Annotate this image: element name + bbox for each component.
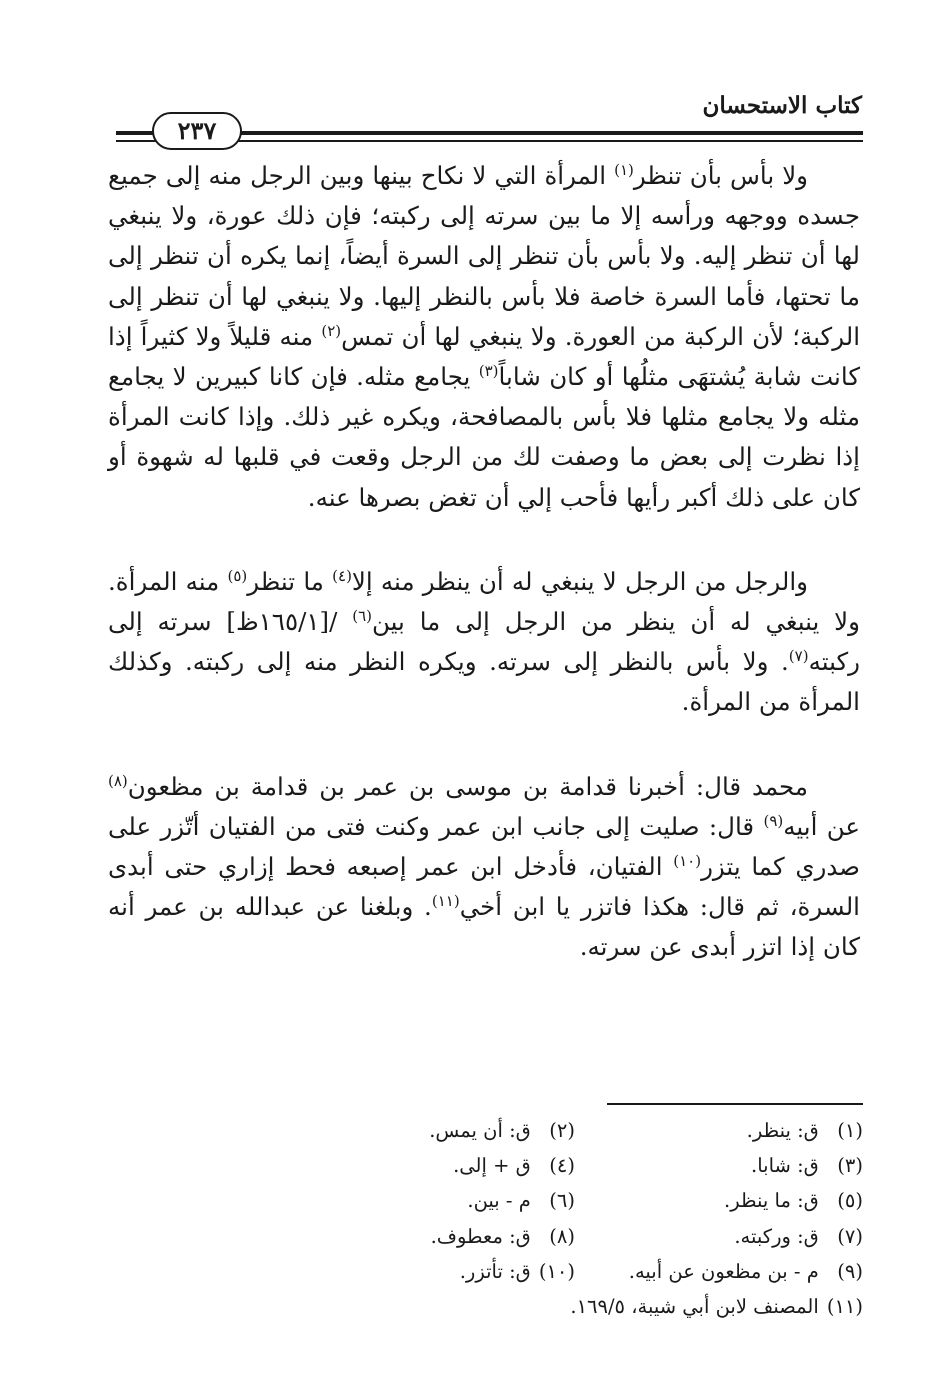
text-run: . وبلغنا عن عبدالله بن عمر أنه كان إذا اتزر أبدى عن سرته. [108, 892, 860, 962]
footnote [303, 1254, 575, 1289]
footnote [575, 1183, 863, 1218]
footnote-number: (١٠) [538, 1259, 575, 1283]
text-run: يجامع مثله. فإن كانا كبيرين لا يجامع مثله ولا يجامع مثلها فلا بأس بالمصافحة، ويكره غير ذلك. وإذا كانت المرأة إذا نظرت إلى بعض ما وصفت لك من الرجل وقعت في قلبها له شهوة أو كان على ذلك أكبر رأيها فأحب إلي أن تغض بصرها عنه. [108, 362, 860, 512]
footnote-marker: (٥) [227, 566, 248, 585]
footnote-text: ق: معطوف. [430, 1224, 531, 1248]
footnotes [303, 1113, 863, 1324]
footnote-text: ق: ينظر. [746, 1119, 819, 1142]
footnote [575, 1113, 863, 1148]
footnote-number: (٧) [837, 1224, 863, 1248]
text-run: المرأة التي لا نكاح بينها وبين الرجل منه إلى جميع جسده ووجهه ورأسه إلا ما بين سرته إلى ركبته؛ فإن ذلك عورة، ولا ينبغي لها أن تنظر إليه. ولا بأس بأن تنظر إلى السرة أيضاً، إنما يكره أن تنظر إلى ما تحتها، فأما السرة خاصة فلا بأس بالنظر إليها. ولا ينبغي لها أن تنظر إلى الركبة؛ لأن الركبة من العورة. ولا ينبغي لها أن تمس [108, 161, 860, 351]
footnote-text: المصنف لابن أبي شيبة، ١٦٩/٥. [570, 1295, 819, 1319]
footnote-text: ق: شابا. [751, 1154, 819, 1178]
text-run: . ولا بأس بالنظر إلى سرته. ويكره النظر منه إلى ركبته. وكذلك المرأة من المرأة. [108, 647, 860, 717]
text-run: الفتيان، فأدخل ابن عمر إصبعه فحط إزاري حتى أبدى السرة، ثم قال: هكذا فاتزر يا ابن أخي [108, 852, 860, 922]
footnote-marker: (٩) [763, 811, 784, 830]
text-run: قال: صليت إلى جانب ابن عمر وكنت فتى من الفتيان أتّزر على صدري كما يتزر [108, 811, 860, 882]
footnote-number: (١١) [826, 1295, 863, 1319]
footnote-number: (٣) [837, 1154, 863, 1178]
footnote-text: ق: ما ينظر. [724, 1189, 819, 1213]
footnote-marker: (٦) [352, 606, 372, 625]
text-run: /[١٦٥/١ظ] سرته إلى ركبته [108, 607, 860, 677]
footnote-number: (٤) [549, 1154, 575, 1178]
footnote [303, 1113, 575, 1148]
footnote-text: م - بين. [467, 1189, 531, 1213]
paragraph [108, 767, 860, 968]
text-run: منه المرأة. ولا ينبغي له أن ينظر من الرجل إلى ما بين [108, 566, 860, 637]
page-number: ٢٣٧ [152, 112, 242, 150]
footnote-number: (٦) [549, 1189, 575, 1213]
running-title: كتاب الاستحسان [702, 92, 862, 119]
footnote-marker: (٤) [332, 566, 352, 585]
footnote-marker: (٣) [478, 361, 499, 380]
main-text [108, 156, 860, 968]
footnote-marker: (١) [614, 160, 634, 179]
footnote [303, 1183, 575, 1218]
footnote [303, 1219, 575, 1254]
text-run: منه قليلاً ولا كثيراً إذا كانت شابة يُشتهَى مثلُها أو كان شاباً [108, 321, 860, 392]
text-run: ما تنظر [247, 566, 333, 596]
footnote-number: (١) [837, 1119, 863, 1142]
footnote-marker: (١٠) [673, 851, 702, 870]
footnote-text: ق: وركبته. [734, 1224, 819, 1248]
footnote-marker: (١١) [431, 892, 460, 911]
footnote-text: ق: تأتزر. [459, 1259, 531, 1283]
text-run: عن أبيه [783, 811, 860, 841]
footnote-number: (٨) [549, 1224, 575, 1248]
footnote [575, 1148, 863, 1183]
footnote-separator [607, 1103, 863, 1105]
footnote-marker: (٧) [788, 647, 809, 666]
footnote-text: ق + إلى. [453, 1154, 531, 1178]
footnote [575, 1254, 863, 1289]
paragraph [108, 156, 860, 518]
footnote-text: م - بن مظعون عن أبيه. [628, 1259, 819, 1283]
footnote-number: (٢) [549, 1119, 575, 1142]
footnote-number: (٩) [837, 1259, 863, 1283]
paragraph [108, 562, 860, 723]
text-run: ولا بأس بأن تنظر [633, 161, 809, 190]
text-run: والرجل من الرجل لا ينبغي له أن ينظر منه إلا [351, 566, 808, 596]
footnote-marker: (٨) [108, 771, 128, 790]
footnote-marker: (٢) [321, 321, 342, 340]
footnote-full-width [303, 1289, 863, 1324]
footnote-number: (٥) [837, 1189, 863, 1213]
footnote [575, 1219, 863, 1254]
footnote [303, 1148, 575, 1183]
footnote-grid [303, 1113, 863, 1289]
footnote-text: ق: أن يمس. [429, 1119, 531, 1142]
text-run: محمد قال: أخبرنا قدامة بن موسى بن عمر بن قدامة بن مظعون [127, 771, 808, 801]
